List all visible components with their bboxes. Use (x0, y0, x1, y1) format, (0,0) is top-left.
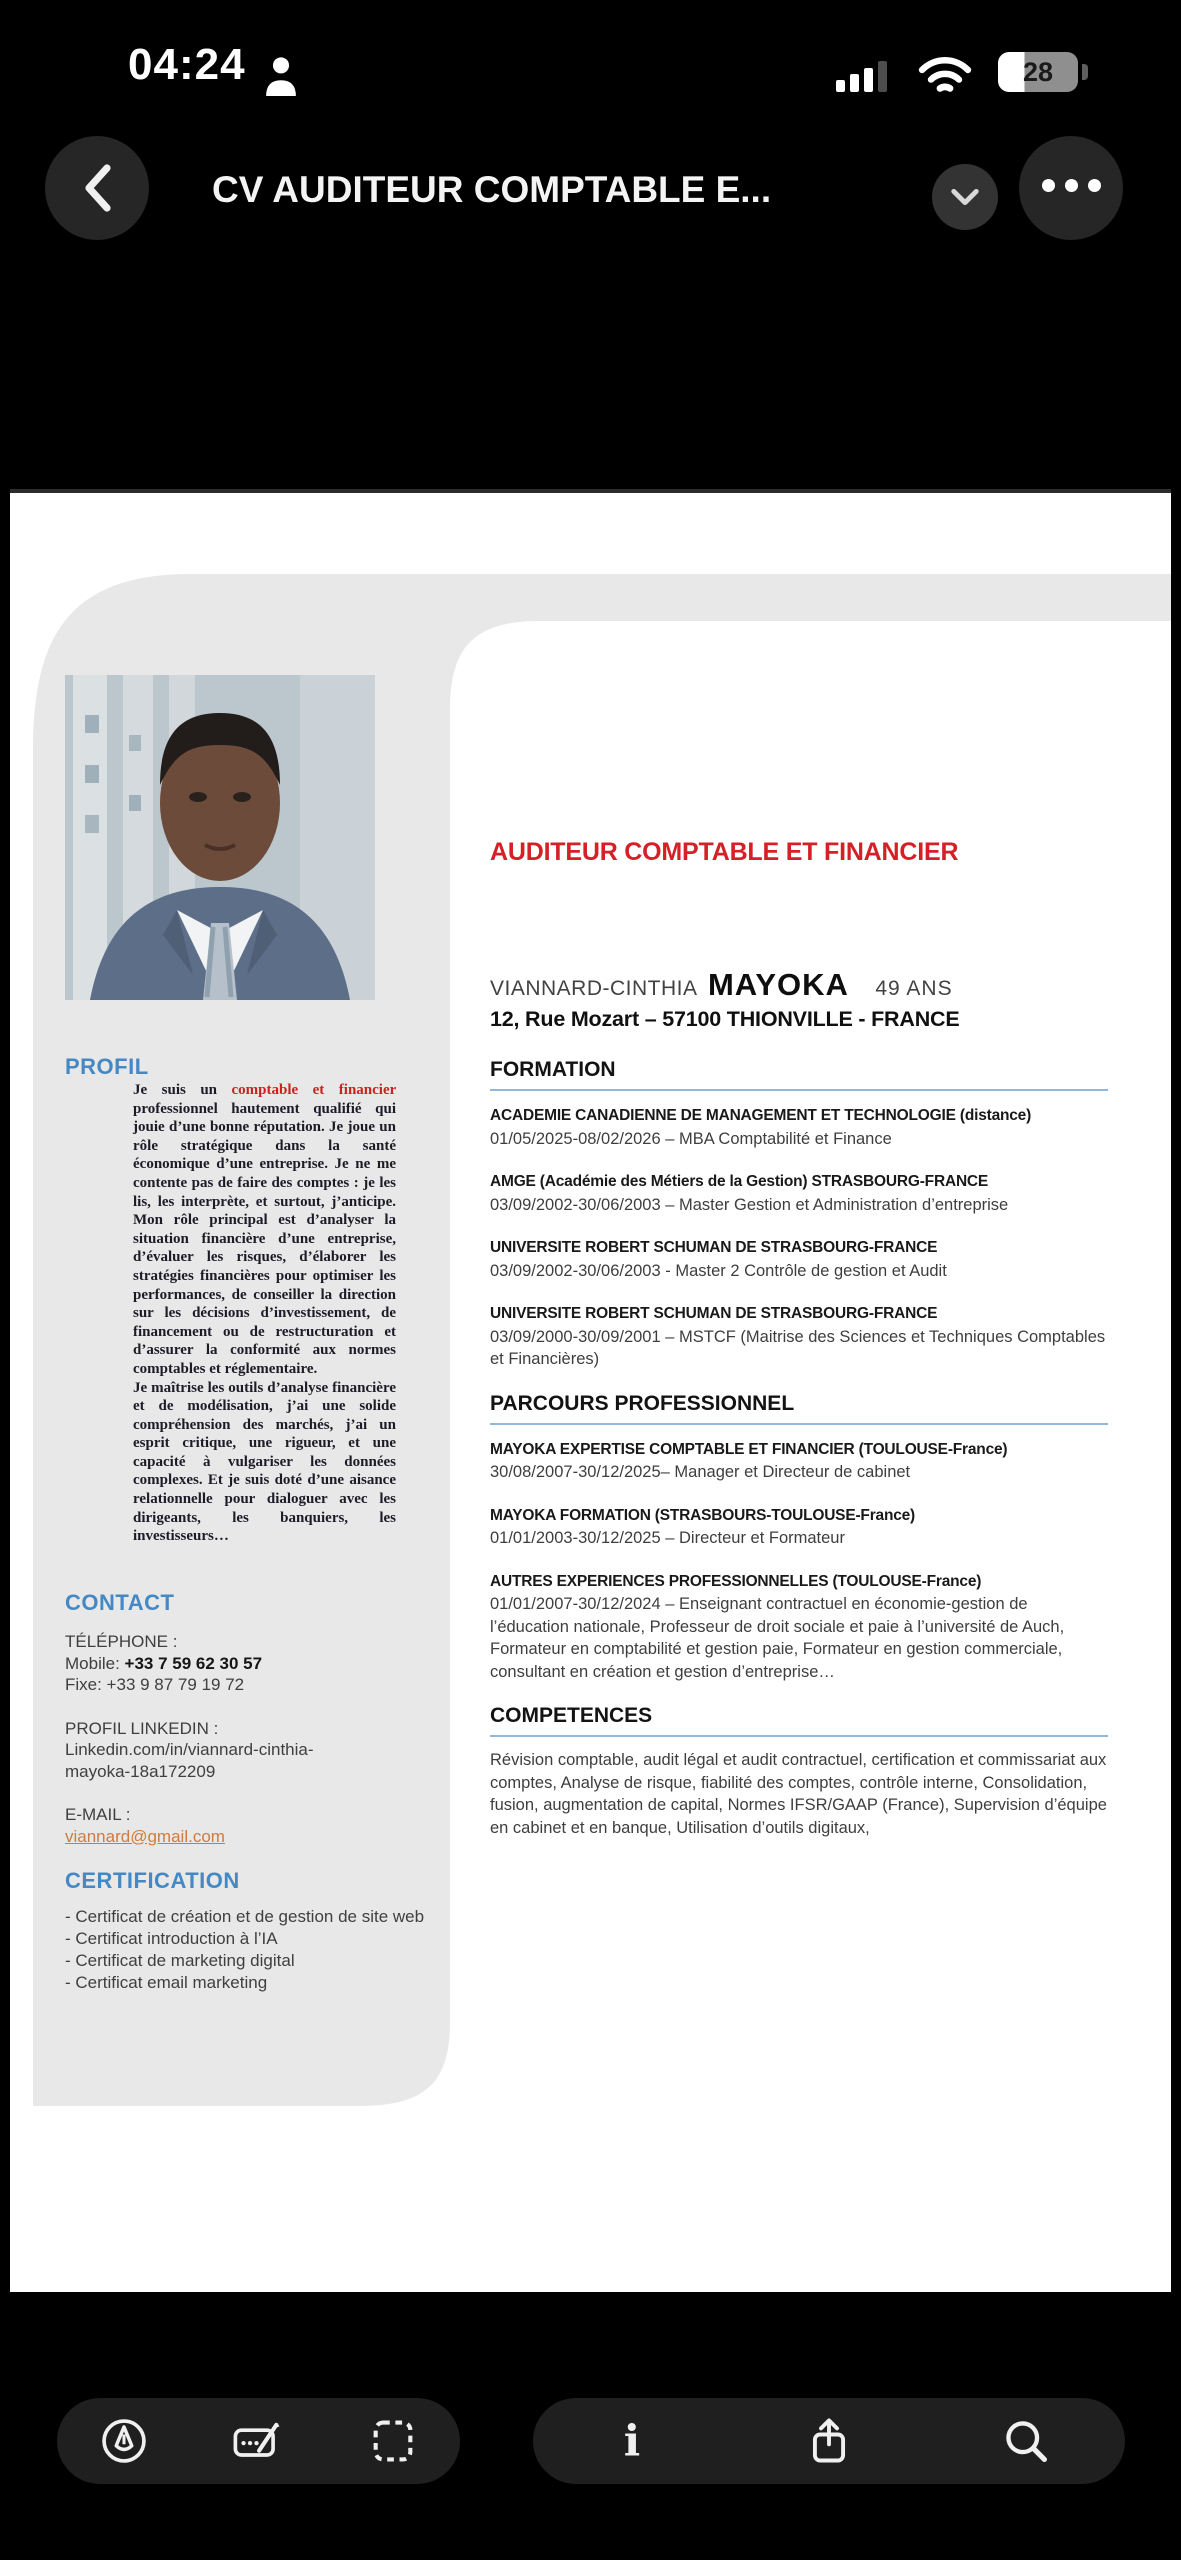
formation-entry: AMGE (Académie des Métiers de la Gestion) STRASBOURG-FRANCE 03/09/2002-30/06/2003 – Master Gestion et Administration d’entreprise (490, 1173, 1009, 1214)
profil-p2: Je maîtrise les outils d’analyse financière et de modélisation, j’ai une solide compréhension des marchés, j’ai un esprit critique, une rigueur, et une capacité à vulgariser les données complexes. Et je suis doté d’une aisance relationnelle pour dialoguer avec les dirigeants, les banquiers, les investisseurs… (133, 1379, 396, 1545)
profil-highlight: comptable et financier (231, 1082, 397, 1098)
profil-p1-prefix: Je suis un (133, 1082, 232, 1098)
first-name: VIANNARD-CINTHIA (490, 977, 698, 1000)
focus-person-icon (260, 52, 302, 103)
last-name: MAYOKA (707, 967, 849, 1002)
linkedin-line2: mayoka-18a172209 (65, 1761, 216, 1781)
ellipsis-icon (1037, 179, 1106, 197)
competences-text: Révision comptable, audit légal et audit contractuel, certification et commissariat aux comptes, Analyse de risque, fiabilité des comptes, contrôle interne, Consolidation, fusion, augmentation de capital, Normes IFSR/GAAP (France), Supervision d’équipe en cabinet et en banque, Utilisation d’outils digitaux, (490, 1751, 1107, 1837)
certification-item: - Certificat de marketing digital (65, 1951, 295, 1970)
cv-main-column (490, 838, 1108, 1839)
signal-bars-icon (836, 60, 887, 92)
age: 49 ANS (875, 977, 953, 1000)
actions-toolbar (533, 2398, 1125, 2484)
job-title: AUDITEUR COMPTABLE ET FINANCIER (490, 838, 959, 866)
mobile-line: Mobile: +33 7 59 62 30 57 (65, 1653, 263, 1673)
competences-heading: COMPETENCES (490, 1704, 1108, 1737)
chevron-left-icon (77, 162, 117, 214)
signature-button[interactable] (218, 2401, 298, 2481)
status-time: 04:24 (128, 40, 246, 89)
markup-pen-button[interactable] (84, 2401, 164, 2481)
parcours-entry: AUTRES EXPERIENCES PROFESSIONNELLES (TOULOUSE-France) 01/01/2007-30/12/2024 – Enseignant contractuel en économie-gestion de l’éducation nationale, Professeur de droit sociale et paie à l’université de Auch, Formateur en comptabilité et gestion paie, Formateur en gestion commerciale, consultant en création et gestion d’entreprise… (490, 1572, 1065, 1681)
parcours-entries (490, 1439, 1108, 1684)
markup-toolbar (57, 2398, 460, 2484)
profile-photo (65, 675, 375, 1000)
signature-icon (230, 2415, 286, 2467)
linkedin-label: PROFIL LINKEDIN : (65, 1718, 219, 1738)
formation-entries (490, 1105, 1108, 1371)
formation-entry: ACADEMIE CANADIENNE DE MANAGEMENT ET TECHNOLOGIE (distance) 01/05/2025-08/02/2026 – MBA Comptabilité et Finance (490, 1107, 1032, 1148)
document-title: CV AUDITEUR COMPTABLE E... (212, 169, 772, 210)
markup-pen-icon (98, 2415, 150, 2467)
linkedin-line1: Linkedin.com/in/viannard-cinthia- (65, 1740, 314, 1759)
certification-item: - Certificat introduction à l’IA (65, 1929, 278, 1948)
crop-select-button[interactable] (353, 2401, 433, 2481)
battery-percent: 28 (1022, 56, 1054, 87)
parcours-entry: MAYOKA EXPERTISE COMPTABLE ET FINANCIER (TOULOUSE-France) 30/08/2007-30/12/2025– Manager et Directeur de cabinet (490, 1440, 1008, 1481)
certification-heading: CERTIFICATION (65, 1868, 240, 1893)
share-icon (803, 2415, 855, 2467)
profil-heading: PROFIL (65, 1054, 149, 1079)
contact-block (65, 1631, 455, 1847)
address: 12, Rue Mozart – 57100 THIONVILLE - FRANCE (490, 1007, 960, 1031)
formation-heading: FORMATION (490, 1058, 1108, 1091)
search-icon (1000, 2415, 1052, 2467)
formation-entry: UNIVERSITE ROBERT SCHUMAN DE STRASBOURG-FRANCE 03/09/2002-30/06/2003 - Master 2 Contrôle de gestion et Audit (490, 1239, 947, 1280)
battery-nub (1082, 64, 1088, 80)
parcours-heading: PARCOURS PROFESSIONNEL (490, 1392, 1108, 1425)
chevron-down-icon (950, 187, 980, 207)
phone-label: TÉLÉPHONE : (65, 1632, 178, 1651)
wifi-icon (918, 56, 972, 101)
svg-text:i: i (623, 2416, 640, 2467)
profil-text (133, 1081, 396, 1546)
formation-entry: UNIVERSITE ROBERT SCHUMAN DE STRASBOURG-FRANCE 03/09/2000-30/09/2001 – MSTCF (Maitrise des Sciences et Techniques Comptables et Financières) (490, 1305, 1106, 1368)
title-menu-button[interactable] (932, 164, 998, 230)
crop-select-icon (367, 2415, 419, 2467)
certification-item: - Certificat email marketing (65, 1973, 268, 1992)
cv-page (10, 489, 1171, 2292)
back-button[interactable] (45, 136, 149, 240)
name-row (490, 967, 1108, 1003)
mobile-number: +33 7 59 62 30 57 (124, 1653, 263, 1673)
email-label: E-MAIL : (65, 1805, 131, 1824)
parcours-entry: MAYOKA FORMATION (STRASBOURS-TOULOUSE-France) 01/01/2003-30/12/2025 – Directeur et Formateur (490, 1506, 916, 1547)
share-button[interactable] (789, 2401, 869, 2481)
certification-list (65, 1906, 457, 1994)
info-icon (606, 2415, 658, 2467)
more-options-button[interactable] (1019, 136, 1123, 240)
profil-p1-rest: professionnel hautement qualifié qui jouie d’une bonne réputation. Je joue un rôle stratégique dans la santé économique d’une entreprise. Je ne me contente pas de faire des comptes : je les lis, les interprète, et surtout, j’anticipe. Mon rôle principal est d’analyser la situation financière d’une entreprise, d’évaluer les risques, d’élaborer les stratégies financières pour optimiser les performances, de conseiller la direction sur les décisions d’investissement, de financement ou de restructuration et d’assurer la conformité aux normes comptables et réglementaire. (133, 1100, 396, 1377)
battery-icon (998, 52, 1078, 92)
email-link[interactable]: viannard@gmail.com (65, 1826, 225, 1846)
certification-item: - Certificat de création et de gestion de site web (65, 1907, 425, 1926)
info-button[interactable] (592, 2401, 672, 2481)
contact-heading: CONTACT (65, 1590, 175, 1615)
fixe-line: Fixe: +33 9 87 79 19 72 (65, 1675, 245, 1694)
search-button[interactable] (986, 2401, 1066, 2481)
